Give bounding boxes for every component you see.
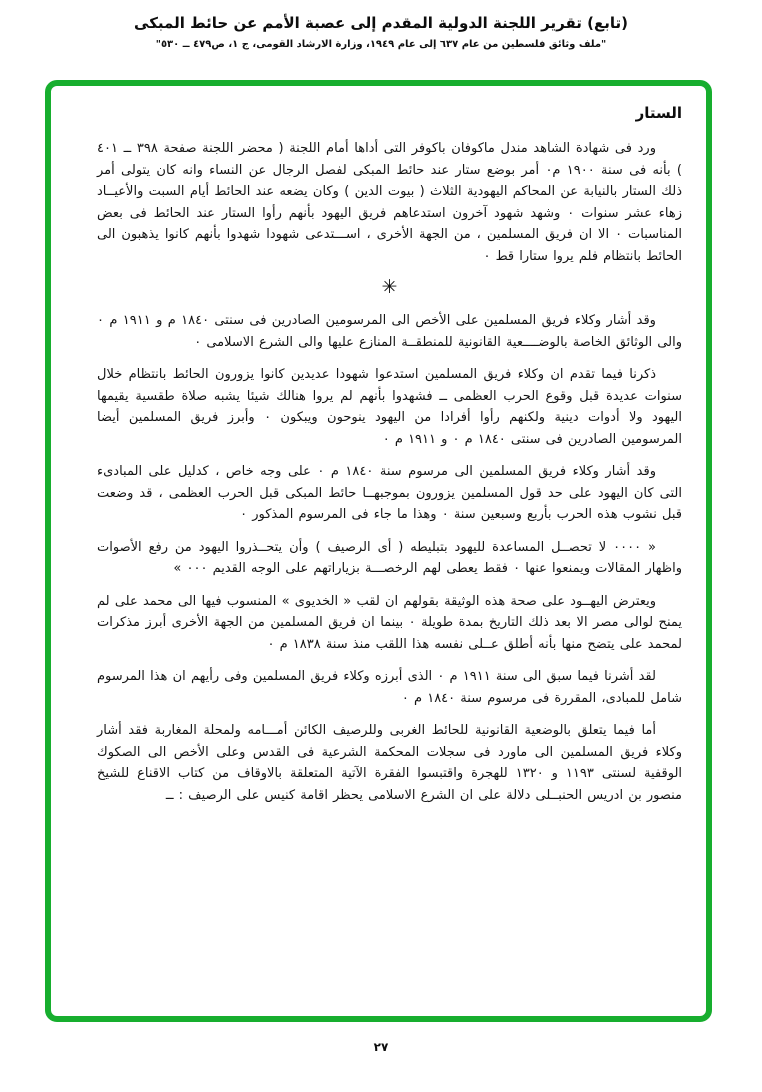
paragraph-1: ورد فى شهادة الشاهد مندل ماكوفان باكوفر التى أداها أمام اللجنة ( محضر اللجنة صفحة ٣٩٨ ــ ٤٠١ ) بأنه فى سنة ١٩٠٠ م٠ أمر بوضع ستار عند حائط المبكى لفصل الرجال عن النساء وانه كان يتولى أمر ذلك الستار بالنيابة عن المحاكم اليهودية الثلاث ( بيوت الدين ) وكان يضعه عند الحائط أيام السبت والأعيــاد زهاء عشر سنوات ٠ وشهد شهود آخرون استدعاهم فريق اليهود بأنهم رأوا الستار عند الحائط فى بعض المناسبات ٠ الا ان فريق المسلمين ، من الجهة الأخرى ، اســـتدعى شهودا شهدوا بأنهم كانوا يذهبون الى الحائط بانتظام فلم يروا ستارا قط ٠ [97,141,682,264]
star-divider-icon: ✳ [381,276,398,298]
paragraph-2: وقد أشار وكلاء فريق المسلمين على الأخص الى المرسومين الصادرين فى سنتى ١٨٤٠ م و ١٩١١ م ٠ والى الوثائق الخاصة بالوضــــعية القانونية للمنطقــة المنازع عليها والى الشرع الاسلامى ٠ [97,313,682,350]
paragraph-4: وقد أشار وكلاء فريق المسلمين الى مرسوم سنة ١٨٤٠ م ٠ على وجه خاص ، كدليل على المبادىء التى كان اليهود على حد قول المسلمين يزورون بموجبهــا حائط المبكى قبل الحرب العظمى ، قد وضعت قبل نشوب هذه الحرب بأربع وسبعين سنة ٠ وهذا ما جاء فى المرسوم المذكور ٠ [97,464,682,522]
paragraph-7: لقد أشرنا فيما سبق الى سنة ١٩١١ م ٠ الذى أبرزه وكلاء فريق المسلمين وفى رأيهم ان هذا المرسوم شامل للمبادى، المقررة فى مرسوم سنة ١٨٤٠ م ٠ [97,669,682,706]
paragraph-6: ويعترض اليهــود على صحة هذه الوثيقة بقولهم ان لقب « الخديوى » المنسوب فيها الى محمد على لم يمنح لوالى مصر الا بعد ذلك التاريخ بمدة طويلة ٠ بينما ان فريق المسلمين من الجهة الأخرى أبرز مذكرات لمحمد على يتضح منها بأنه أطلق عــلى نفسه هذا اللقب منذ سنة ١٨٣٨ م ٠ [97,593,682,652]
paragraph-8: أما فيما يتعلق بالوضعية القانونية للحائط الغربى وللرصيف الكائن أمـــامه ولمحلة المغاربة فقد أشار وكلاء فريق المسلمين الى ماورد فى سجلات المحكمة الشرعية فى القدس وعلى الأخص الى الصكوك الوقفية لسنتى ١١٩٣ و ١٣٢٠ للهجرة واقتبسوا الفقرة الآتية المتعلقة بالاوقاف من كتاب الاقناع للشيخ منصور بن ادريس الحنبــلى دلالة على ان الشرع الاسلامى يحظر اقامة كنيس على الرصيف : ــ [97,723,683,803]
paragraph-5-quote: « ٠٠٠٠ لا تحصــل المساعدة لليهود بتبليطه ( أى الرصيف ) وأن يتحــذروا اليهود من رفع الأصوات واظهار المقالات ويمنعوا عنها ٠ فقط يعطى لهم الرخصـــة بزياراتهم على الوجه القديم ٠٠٠ » [97,539,682,576]
paragraph-3: ذكرنا فيما تقدم ان وكلاء فريق المسلمين استدعوا شهودا عديدين كانوا يزورون الحائط بانتظام خلال سنوات عديدة قبل وقوع الحرب العظمى ــ فشهدوا بأنهم لم يروا هنالك شيئا يشبه صلاة طقسية يقيمها اليهود ولا أدوات دينية ولكنهم رأوا أفرادا من اليهود ينوحون ويبكون ٠ وأبرز فريق المسلمين أيضا المرسومين الصادرين فى سنتى ١٨٤٠ م ٠ و ١٩١١ م ٠ [97,367,682,447]
section-heading: الستار [635,104,682,122]
document-body [51,86,706,806]
report-title: (تابع) تقرير اللجنة الدولية المقدم إلى عصبة الأمم عن حائط المبكى [134,14,628,32]
page-number: ٢٧ [373,1040,389,1054]
page-header [0,14,762,50]
green-border-frame [45,80,712,1022]
source-citation: "ملف وثائق فلسطين من عام ٦٣٧ إلى عام ١٩٤٩، وزارة الارشاد القومى، ج ١، ص٤٧٩ ــ ٥٣٠" [155,39,607,50]
